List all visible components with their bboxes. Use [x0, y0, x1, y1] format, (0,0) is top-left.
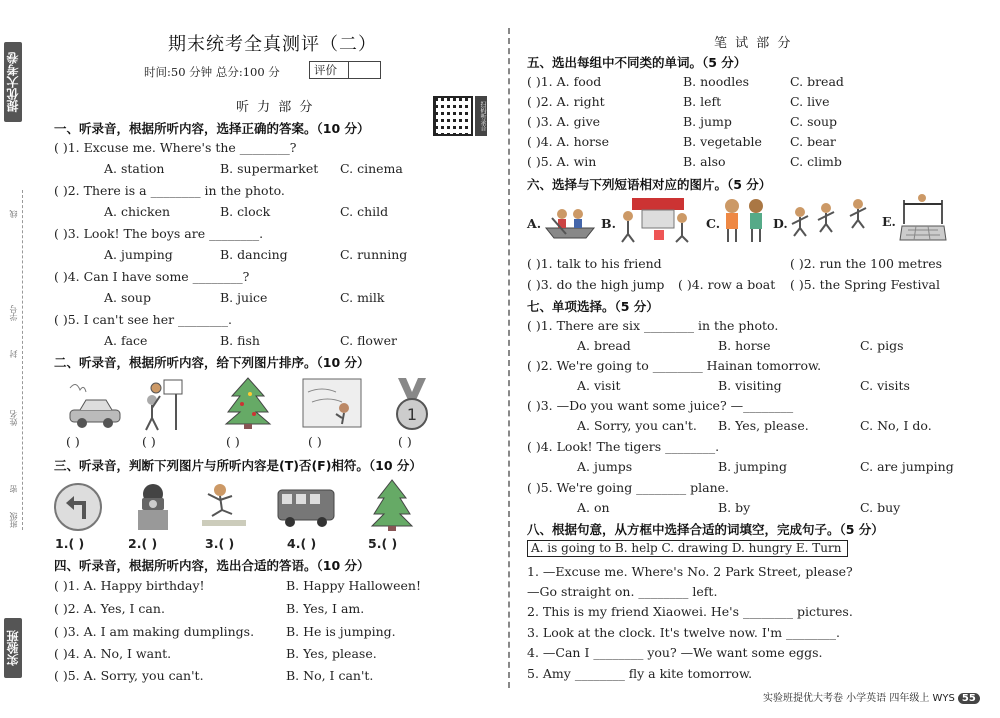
option: A. jumping [104, 247, 173, 262]
cut-line [22, 190, 23, 530]
option: C. cinema [340, 161, 403, 176]
question: ( )3. Look! The boys are ________. [54, 226, 264, 241]
qr-pattern [436, 99, 470, 133]
sentence: 5. Amy ________ fly a kite tomorrow. [527, 666, 753, 681]
sentence: —Go straight on. ________ left. [527, 584, 718, 599]
option: B. clock [220, 204, 271, 219]
section-3-title: 三、听录音，判断下列图片与所听内容是(T)否(F)相符。（10 分） [54, 458, 422, 473]
picture-letter: B. [601, 216, 616, 231]
option: C. running [340, 247, 408, 262]
question: ( )4. Can I have some ________? [54, 269, 250, 284]
exam-meta: 时间:50 分钟 总分:100 分 [144, 65, 280, 79]
class-label: 班级 [9, 512, 18, 528]
tf-blank[interactable]: 4.( ) [287, 536, 317, 551]
option: C. soup [790, 114, 838, 129]
option: B. vegetable [683, 134, 762, 149]
option: B. Yes, please. [286, 646, 377, 661]
jumping-boy-picture [196, 480, 252, 532]
footer-text: 实验班提优大考卷 小学英语 四年级上 WYS [763, 693, 955, 704]
question: ( )4. row a boat [678, 277, 776, 292]
page-footer [763, 689, 980, 704]
cut-mark: 封 [9, 350, 18, 358]
question: ( )3. —Do you want some juice? —________ [527, 398, 794, 413]
option: A. soup [104, 290, 151, 305]
tf-blank[interactable]: 2.( ) [128, 536, 158, 551]
word-bank-box: A. is going to B. help C. drawing D. hungry E. Turn [527, 540, 848, 557]
option: A. chicken [104, 204, 171, 219]
question: ( )4. A. horse [527, 134, 609, 149]
car-picture [66, 378, 128, 430]
question: ( )5. the Spring Festival [790, 277, 940, 292]
sentence: 4. —Can I ________ you? —We want some eggs. [527, 645, 823, 660]
talking-friends-picture [718, 196, 770, 244]
high-jump-picture [898, 194, 948, 244]
option: C. pigs [860, 338, 904, 353]
listening-header: 听 力 部 分 [236, 100, 315, 115]
option: B. He is jumping. [286, 624, 396, 639]
option: B. horse [718, 338, 771, 353]
basketball-picture [138, 376, 188, 432]
option: C. buy [860, 500, 901, 515]
option: A. visit [577, 378, 621, 393]
option: B. by [718, 500, 751, 515]
rank-blank[interactable]: ( ) [398, 434, 412, 449]
option: B. visiting [718, 378, 782, 393]
medal-picture [388, 376, 436, 432]
question: ( )5. A. Sorry, you can't. [54, 668, 204, 683]
question: ( )4. Look! The tigers ________. [527, 439, 720, 454]
question: ( )2. We're going to ________ Hainan tomorrow. [527, 358, 822, 373]
option: B. Happy Halloween! [286, 578, 421, 593]
option: C. visits [860, 378, 910, 393]
christmas-tree-small-picture [370, 478, 414, 532]
option: A. face [104, 333, 148, 348]
sentence: 3. Look at the clock. It's twelve now. I'm ________. [527, 625, 840, 640]
picture-letter: E. [882, 214, 896, 229]
question: ( )1. There are six ________ in the photo. [527, 318, 779, 333]
rank-blank[interactable]: ( ) [308, 434, 322, 449]
option: B. also [683, 154, 726, 169]
christmas-tree-picture [222, 374, 274, 430]
section-8-title: 八、根据句意，从方框中选择合适的词填空，完成句子。（5 分） [527, 522, 884, 537]
section-5-title: 五、选出每组中不同类的单词。（5 分） [527, 55, 747, 70]
picture-letter: D. [773, 216, 788, 231]
section-4-title: 四、听录音，根据所听内容，选出合适的答语。（10 分） [54, 558, 370, 573]
option: B. Yes, please. [718, 418, 809, 433]
svg-text:1: 1 [406, 405, 418, 424]
picture-letter: C. [706, 216, 721, 231]
question: ( )3. do the high jump [527, 277, 665, 292]
tf-blank[interactable]: 5.( ) [368, 536, 398, 551]
section-6-title: 六、选择与下列短语相对应的图片。（5 分） [527, 177, 772, 192]
option: C. are jumping [860, 459, 954, 474]
option: B. No, I can't. [286, 668, 374, 683]
question: ( )1. Excuse me. Where's the ________? [54, 140, 297, 155]
rank-blank[interactable]: ( ) [66, 434, 80, 449]
option: B. Yes, I am. [286, 601, 365, 616]
cut-mark: 密 [9, 485, 18, 493]
option: C. milk [340, 290, 385, 305]
option: C. bear [790, 134, 836, 149]
option: A. jumps [577, 459, 633, 474]
binding-strip [0, 0, 30, 718]
tf-blank[interactable]: 1.( ) [55, 536, 85, 551]
picture-letter: A. [527, 216, 542, 231]
page-number: 55 [958, 693, 980, 704]
windy-day-picture [302, 378, 362, 428]
option: C. live [790, 94, 830, 109]
option: B. supermarket [220, 161, 319, 176]
student-number-label: 学号 [9, 305, 18, 321]
brand-logo-top: 提优大考卷 [4, 42, 22, 122]
question: ( )3. A. I am making dumplings. [54, 624, 255, 639]
question: ( )1. talk to his friend [527, 256, 662, 271]
question: ( )2. run the 100 metres [790, 256, 943, 271]
qr-label: 扫码听录音 [475, 96, 487, 136]
page-title: 期末统考全真测评（二） [168, 34, 377, 55]
option: A. on [577, 500, 610, 515]
option: B. fish [220, 333, 260, 348]
question: ( )3. A. give [527, 114, 601, 129]
running-race-picture [788, 194, 878, 244]
bus-picture [276, 486, 338, 530]
section-1-title: 一、听录音，根据所听内容，选择正确的答案。（10 分） [54, 121, 370, 136]
option: C. child [340, 204, 389, 219]
question: ( )5. A. win [527, 154, 597, 169]
score-box[interactable] [309, 61, 381, 79]
option: B. jumping [718, 459, 787, 474]
camera-boy-picture [128, 480, 178, 532]
score-label: 评价 [314, 63, 337, 77]
option: C. flower [340, 333, 398, 348]
option: C. climb [790, 154, 842, 169]
sentence: 1. —Excuse me. Where's No. 2 Park Street, please? [527, 564, 853, 579]
option: B. left [683, 94, 722, 109]
section-7-title: 七、单项选择。（5 分） [527, 299, 659, 314]
question: ( )5. We're going ________ plane. [527, 480, 730, 495]
sentence: 2. This is my friend Xiaowei. He's ________ pictures. [527, 604, 853, 619]
row-boat-picture [544, 198, 596, 242]
option: A. bread [577, 338, 631, 353]
question: ( )1. A. food [527, 74, 602, 89]
brand-logo-bottom: 实验班 [4, 618, 22, 678]
question: ( )1. A. Happy birthday! [54, 578, 205, 593]
section-2-title: 二、听录音，根据所听内容，给下列图片排序。（10 分） [54, 355, 370, 370]
option: A. Sorry, you can't. [577, 418, 697, 433]
page-divider [508, 28, 510, 688]
rank-blank[interactable]: ( ) [226, 434, 240, 449]
spring-festival-picture [618, 194, 698, 244]
rank-blank[interactable]: ( ) [142, 434, 156, 449]
option: B. dancing [220, 247, 288, 262]
option: C. bread [790, 74, 844, 89]
option: C. No, I do. [860, 418, 932, 433]
question: ( )2. A. Yes, I can. [54, 601, 165, 616]
cut-mark: 线 [9, 210, 18, 218]
question: ( )4. A. No, I want. [54, 646, 172, 661]
turn-left-sign-picture [52, 481, 108, 533]
option: B. jump [683, 114, 732, 129]
option: A. station [104, 161, 165, 176]
writing-header: 笔 试 部 分 [714, 36, 793, 51]
question: ( )5. I can't see her ________. [54, 312, 233, 327]
student-name-label: 姓名 [9, 410, 18, 426]
question: ( )2. There is a ________ in the photo. [54, 183, 285, 198]
option: B. noodles [683, 74, 750, 89]
option: B. juice [220, 290, 268, 305]
question: ( )2. A. right [527, 94, 605, 109]
tf-blank[interactable]: 3.( ) [205, 536, 235, 551]
